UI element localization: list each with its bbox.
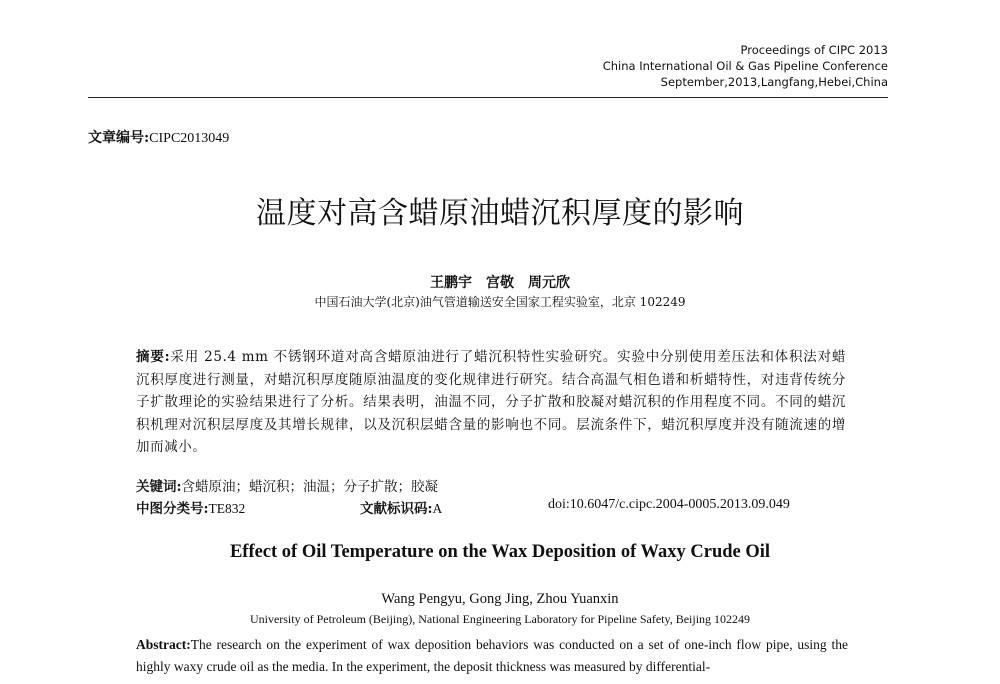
conference-name-line: China International Oil & Gas Pipeline Conference — [602, 59, 888, 73]
title-chinese: 温度对高含蜡原油蜡沉积厚度的影响 — [256, 196, 744, 231]
abstract-english — [136, 634, 848, 678]
header-rule — [88, 97, 888, 98]
abstract-english-text: The research on the experiment of wax deposition behaviors was conducted on a set of one-inch flow pipe, using the highly waxy crude oil as the media. In the experiment, the deposit thickness was measured by differential- — [136, 637, 848, 674]
clc-value: TE832 — [208, 501, 246, 516]
abstract-english-label: Abstract: — [136, 637, 191, 652]
article-number — [88, 127, 229, 147]
affiliation-chinese: 中国石油大学(北京)油气管道输送安全国家工程实验室，北京 102249 — [314, 295, 686, 309]
keywords-chinese-label: 关键词: — [136, 479, 182, 495]
clc-number — [136, 497, 245, 517]
doi-link[interactable]: doi:10.6047/c.cipc.2004-0005.2013.09.049 — [548, 497, 790, 512]
clc-label: 中图分类号: — [136, 501, 209, 517]
document-code-value: A — [432, 501, 443, 516]
conference-date-location-line: September,2013,Langfang,Hebei,China — [660, 75, 888, 89]
keywords-chinese-text: 含蜡原油；蜡沉积；油温；分子扩散；胶凝 — [181, 479, 438, 495]
article-number-label: 文章编号: — [88, 130, 150, 146]
affiliation-english: University of Petroleum (Beijing), National Engineering Laboratory for Pipeline Safety, Beijing 102249 — [249, 612, 751, 626]
abstract-chinese-label: 摘要: — [136, 349, 171, 365]
abstract-chinese-text: 采用 25.4 mm 不锈钢环道对高含蜡原油进行了蜡沉积特性实验研究。实验中分别使用差压法和体积法对蜡沉积厚度进行测量，对蜡沉积厚度随原油温度的变化规律进行研究。结合高温气相色谱和析蜡特性，对违背传统分子扩散理论的实验结果进行了分析。结果表明，油温不同，分子扩散和胶凝对蜡沉积的作用程度不同。不同的蜡沉积机理对沉积层厚度及其增长规律，以及沉积层蜡含量的影响也不同。层流条件下，蜡沉积厚度并没有随流速的增加而减小。 — [136, 349, 846, 455]
title-english: Effect of Oil Temperature on the Wax Deposition of Waxy Crude Oil — [229, 542, 771, 562]
keywords-chinese — [136, 475, 438, 495]
document-code — [360, 497, 442, 517]
authors-chinese: 王鹏宇 宫敬 周元欣 — [430, 275, 570, 291]
abstract-chinese — [136, 346, 846, 459]
article-number-value: CIPC2013049 — [149, 131, 230, 146]
document-code-label: 文献标识码: — [360, 501, 433, 517]
conference-proceedings-line: Proceedings of CIPC 2013 — [740, 43, 888, 57]
authors-english: Wang Pengyu, Gong Jing, Zhou Yuanxin — [381, 591, 619, 607]
